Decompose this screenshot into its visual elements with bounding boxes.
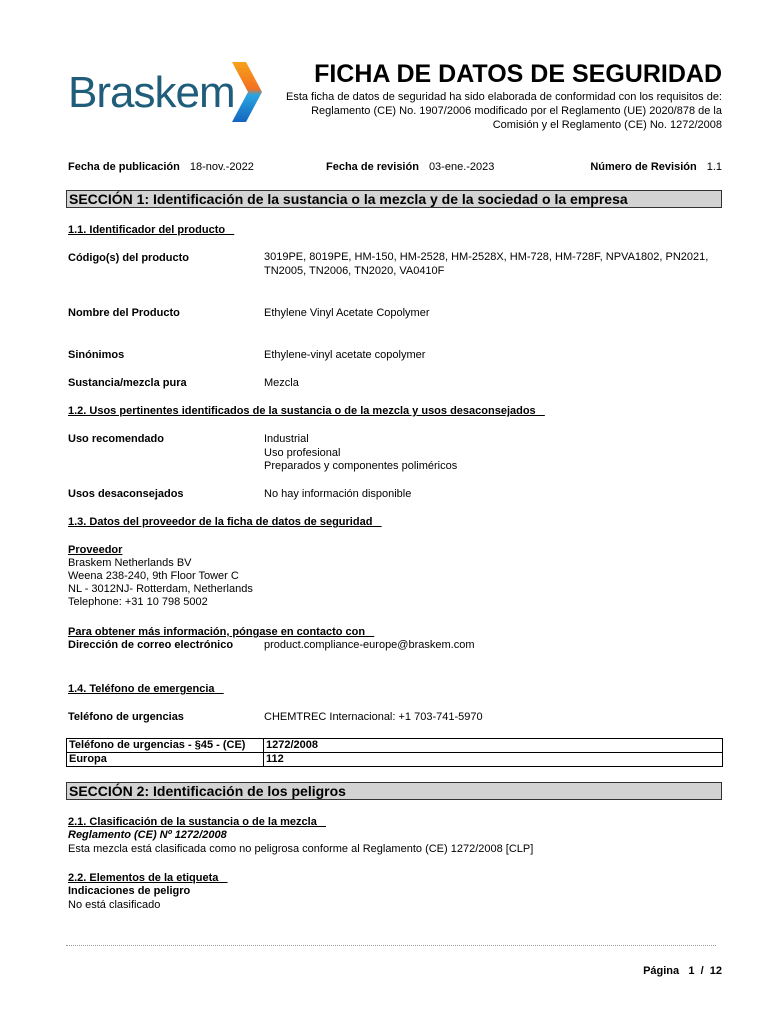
page-total: 12: [709, 965, 722, 977]
unrecommended-use-value: No hay información disponible: [264, 488, 412, 500]
braskem-logo: [68, 60, 268, 126]
supplier-line: NL - 3012NJ- Rotterdam, Netherlands: [68, 583, 253, 595]
emergency-phone-table: [66, 738, 723, 767]
emergency-phone-value: CHEMTREC Internacional: +1 703-741-5970: [264, 711, 483, 723]
synonyms-label: Sinónimos: [68, 349, 125, 361]
revision-date: [326, 161, 494, 173]
table-cell: Europa: [67, 753, 264, 767]
subsection-2-1-title: 2.1. Clasificación de la sustancia o de la mezcla: [68, 816, 327, 828]
page-label: Página: [643, 965, 680, 977]
subsection-2-2-title: 2.2. Elementos de la etiqueta: [68, 872, 228, 884]
regulation-label: Reglamento (CE) Nº 1272/2008: [68, 829, 227, 841]
logo-wordmark: Braskem: [68, 68, 235, 117]
email-value[interactable]: product.compliance-europe@braskem.com: [264, 639, 475, 651]
publication-date-value: 18-nov.-2022: [189, 161, 254, 173]
supplier-line: Braskem Netherlands BV: [68, 557, 192, 569]
table-row: [67, 753, 723, 767]
emergency-phone-label: Teléfono de urgencias: [68, 711, 184, 723]
table-header-cell: 1272/2008: [264, 739, 723, 753]
supplier-address: [68, 557, 253, 609]
page-separator: /: [700, 965, 704, 977]
subsection-1-1-title: 1.1. Identificador del producto: [68, 224, 235, 236]
recommended-use-item: Industrial: [264, 433, 309, 445]
contact-title: Para obtener más información, póngase en contacto con: [68, 626, 375, 638]
page-number: [643, 965, 722, 977]
section-1-heading: SECCIÓN 1: Identificación de la sustancia o la mezcla y de la sociedad o la empresa: [66, 190, 722, 208]
publication-date-label: Fecha de publicación: [68, 161, 180, 173]
revision-date-label: Fecha de revisión: [326, 161, 419, 173]
document-subtitle: [252, 90, 722, 132]
page-current: 1: [688, 965, 695, 977]
supplier-line: Weena 238-240, 9th Floor Tower C: [68, 570, 239, 582]
recommended-use-item: Uso profesional: [264, 446, 341, 459]
regulation-text: Esta mezcla está clasificada como no peligrosa conforme al Reglamento (CE) 1272/2008 [CLP]: [68, 843, 534, 855]
pure-substance-label: Sustancia/mezcla pura: [68, 377, 187, 389]
product-codes-value: [264, 251, 724, 278]
supplier-line: Telephone: +31 10 798 5002: [68, 596, 208, 608]
document-title: FICHA DE DATOS DE SEGURIDAD: [314, 60, 722, 88]
pure-substance-value: Mezcla: [264, 377, 299, 389]
subtitle-line: Comisión y el Reglamento (CE) No. 1272/2008: [492, 119, 722, 131]
subsection-1-3-title: 1.3. Datos del proveedor de la ficha de datos de seguridad: [68, 516, 382, 528]
subtitle-line: Esta ficha de datos de seguridad ha sido elaborada de conformidad con los requisitos de:: [285, 91, 722, 103]
hazard-label: Indicaciones de peligro: [68, 885, 191, 897]
revision-date-value: 03-ene.-2023: [428, 161, 495, 173]
product-codes-line: 3019PE, 8019PE, HM-150, HM-2528, HM-2528X, HM-728, HM-728F, NPVA1802, PN2021,: [264, 251, 709, 263]
unrecommended-use-label: Usos desaconsejados: [68, 488, 184, 500]
hazard-text: No está clasificado: [68, 899, 161, 911]
table-cell: 112: [264, 753, 723, 767]
supplier-title: Proveedor: [68, 544, 123, 556]
publication-date: [68, 161, 254, 173]
section-2-heading: SECCIÓN 2: Identificación de los peligros: [66, 782, 722, 800]
product-codes-line: TN2005, TN2006, TN2020, VA0410F: [264, 264, 445, 277]
recommended-use-item: Preparados y componentes poliméricos: [264, 460, 458, 472]
product-codes-label: Código(s) del producto: [68, 252, 189, 264]
subtitle-line: Reglamento (CE) No. 1907/2006 modificado por el Reglamento (UE) 2020/878 de la: [311, 105, 722, 117]
revision-number: [590, 161, 722, 173]
recommended-use-label: Uso recomendado: [68, 433, 164, 445]
footer-divider: [66, 945, 716, 946]
email-label: Dirección de correo electrónico: [68, 639, 234, 651]
product-name-value: Ethylene Vinyl Acetate Copolymer: [264, 307, 430, 319]
synonyms-value: Ethylene-vinyl acetate copolymer: [264, 349, 426, 361]
revision-number-value: 1.1: [706, 161, 722, 173]
product-name-label: Nombre del Producto: [68, 307, 180, 319]
recommended-use-value: [264, 433, 724, 474]
table-header-cell: Teléfono de urgencias - §45 - (CE): [67, 739, 264, 753]
table-row: [67, 739, 723, 753]
subsection-1-2-title: 1.2. Usos pertinentes identificados de la sustancia o de la mezcla y usos desaconsejados: [68, 405, 545, 417]
revision-number-label: Número de Revisión: [590, 161, 697, 173]
subsection-1-4-title: 1.4. Teléfono de emergencia: [68, 683, 224, 695]
